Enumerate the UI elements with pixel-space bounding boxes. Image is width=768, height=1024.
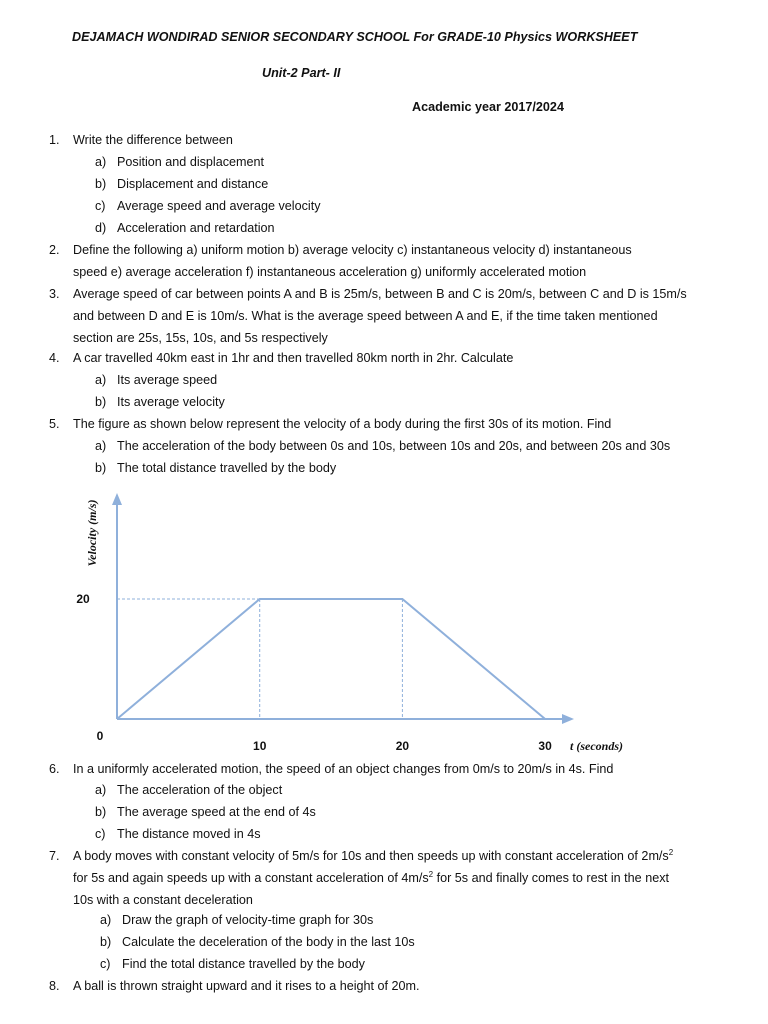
list-item: b) The average speed at the end of 4s [95, 805, 316, 819]
x-axis-label: t (seconds) [570, 739, 623, 753]
y-axis-label: Velocity (m/s) [85, 499, 99, 567]
list-item: a) Draw the graph of velocity-time graph for 30s [100, 913, 374, 927]
list-item: a) Its average speed [95, 373, 218, 387]
list-item: c) The distance moved in 4s [95, 827, 261, 841]
unit-label: Unit-2 Part- II [262, 66, 341, 80]
origin-label: 0 [96, 729, 104, 743]
worksheet-title: DEJAMACH WONDIRAD SENIOR SECONDARY SCHOOL For GRADE-10 Physics WORKSHEET [72, 30, 638, 44]
list-item: a) The acceleration of the object [95, 783, 283, 797]
x-tick-label: 30 [538, 739, 552, 753]
list-item: b) Its average velocity [95, 395, 225, 409]
list-item: b) Displacement and distance [95, 177, 269, 191]
list-item: d) Acceleration and retardation [95, 221, 275, 235]
list-item: a) Position and displacement [95, 155, 265, 169]
x-axis-arrow-icon [562, 714, 574, 724]
list-item: b) Calculate the deceleration of the body in the last 10s [100, 935, 415, 949]
y-axis-arrow-icon [112, 493, 122, 505]
x-tick-label: 10 [253, 739, 267, 753]
list-item: c) Average speed and average velocity [95, 199, 321, 213]
list-item: c) Find the total distance travelled by the body [100, 957, 365, 971]
x-tick-label: 20 [395, 739, 410, 753]
academic-year: Academic year 2017/2024 [412, 100, 564, 114]
list-item: b) The total distance travelled by the body [95, 461, 337, 475]
velocity-series-line [117, 599, 545, 719]
list-item: a) The acceleration of the body between 0s and 10s, between 10s and 20s, and between 20s and 30s [95, 439, 671, 453]
y-tick-label: 20 [76, 592, 90, 606]
